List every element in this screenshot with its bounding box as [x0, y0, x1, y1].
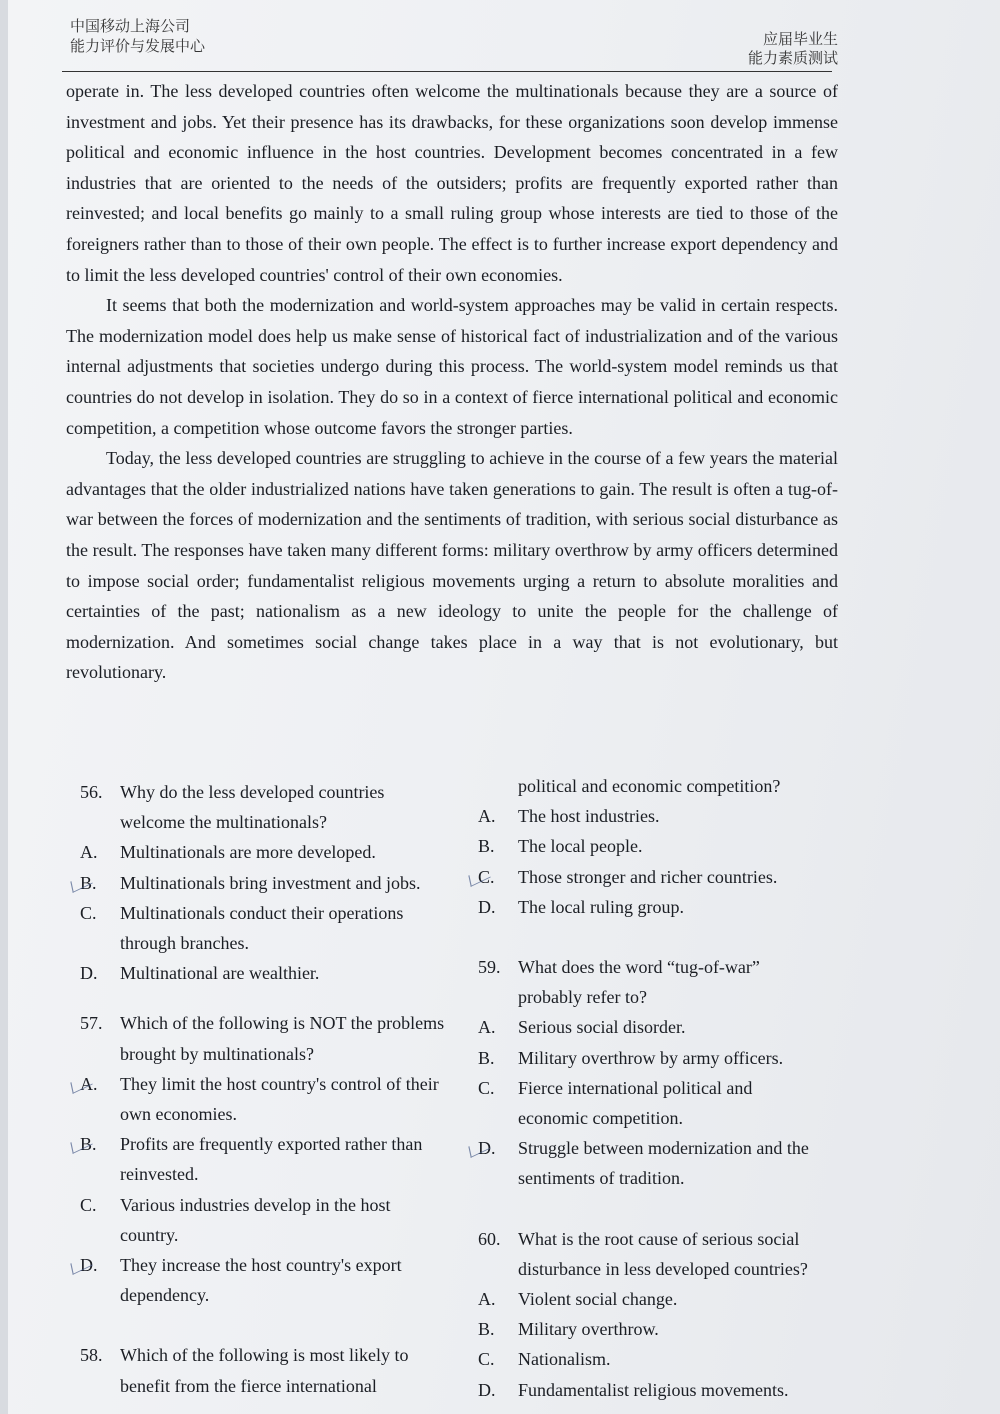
option-56-a[interactable]: [80, 837, 450, 867]
passage-paragraph-1: operate in. The less developed countries often welcome the multinationals because they are a source of investment and jobs. Yet their presence has its drawbacks, for these organizations soon develop immense political and economic influence in the host countries. Development becomes concentrated in a few industries that are oriented to the needs of the outsiders; profits are frequently exported rather than reinvested; and local benefits go mainly to a small ruling group whose interests are tied to those of the foreigners rather than to those of their own people. The effect is to further increase export dependency and to limit the less developed countries' control of their own economies.: [66, 81, 838, 285]
option-text: Fierce international political and economic competition.: [518, 1077, 753, 1129]
header-org-line1: 中国移动上海公司: [70, 17, 191, 35]
option-letter: D.: [80, 1255, 98, 1276]
option-57-b[interactable]: [80, 1129, 450, 1189]
reading-passage: [66, 76, 838, 688]
option-letter: C.: [478, 866, 495, 887]
question-number: 57.: [80, 1013, 103, 1034]
option-57-d[interactable]: [80, 1250, 450, 1310]
question-text: Why do the less developed countries welcome the multinationals?: [120, 782, 385, 833]
option-text: Struggle between modernization and the sentiments of tradition.: [518, 1138, 809, 1189]
header-rule: [62, 71, 832, 72]
option-58-c[interactable]: [478, 862, 818, 892]
option-letter: D.: [478, 1138, 496, 1159]
option-59-b[interactable]: [478, 1043, 818, 1073]
option-60-b[interactable]: [478, 1314, 818, 1344]
option-60-a[interactable]: [478, 1284, 818, 1314]
option-letter: D.: [80, 963, 98, 984]
header-organization: [70, 16, 205, 56]
option-text: Serious social disorder.: [518, 1017, 686, 1038]
header-test-title: [748, 30, 838, 68]
question-text-part-1: Which of the following is most likely to benefit from the fierce international: [120, 1345, 409, 1396]
option-letter: D.: [478, 896, 496, 917]
option-letter: A.: [80, 1073, 98, 1094]
header-test-line1: 应届毕业生: [762, 30, 838, 48]
header-org-line2: 能力评价与发展中心: [70, 37, 206, 55]
questions-left-column: [80, 777, 450, 1401]
question-59: [478, 952, 818, 1012]
option-text: Violent social change.: [518, 1289, 678, 1310]
option-58-a[interactable]: [478, 801, 818, 831]
option-text: Multinational are wealthier.: [120, 963, 320, 984]
option-60-d[interactable]: [478, 1375, 818, 1405]
question-57: [80, 1008, 450, 1068]
option-text: Military overthrow by army officers.: [518, 1047, 784, 1068]
question-60: [478, 1224, 818, 1284]
option-text: Multinationals bring investment and jobs.: [120, 872, 421, 893]
option-56-d[interactable]: [80, 958, 450, 988]
option-57-c[interactable]: [80, 1190, 450, 1250]
question-number: 59.: [478, 957, 501, 978]
option-letter: B.: [478, 836, 495, 857]
option-text: Various industries develop in the host country.: [120, 1194, 391, 1245]
option-text: The local people.: [518, 836, 643, 857]
option-letter: B.: [80, 872, 97, 893]
question-number: 58.: [80, 1345, 103, 1366]
question-text: What is the root cause of serious social disturbance in less developed countries?: [518, 1228, 808, 1279]
option-text: Fundamentalist religious movements.: [518, 1379, 789, 1400]
question-text: What does the word “tug-of-war” probably refer to?: [518, 957, 760, 1008]
question-58: [80, 1340, 450, 1400]
questions-right-column: [478, 771, 818, 1405]
option-letter: C.: [80, 902, 97, 923]
option-text: Those stronger and richer countries.: [518, 866, 778, 887]
page-edge-shadow: [0, 0, 8, 1414]
option-letter: A.: [478, 806, 496, 827]
option-60-c[interactable]: [478, 1344, 818, 1374]
question-56: [80, 777, 450, 837]
question-number: 60.: [478, 1228, 501, 1249]
option-59-d[interactable]: [478, 1133, 818, 1193]
option-57-a[interactable]: [80, 1069, 450, 1129]
question-text: Which of the following is NOT the problems brought by multinationals?: [120, 1013, 445, 1064]
question-58-continued: [478, 771, 818, 801]
option-letter: C.: [80, 1194, 97, 1215]
option-text: The local ruling group.: [518, 896, 684, 917]
option-58-b[interactable]: [478, 831, 818, 861]
passage-paragraph-2: It seems that both the modernization and world-system approaches may be valid in certain respects. The modernization model does help us make sense of historical fact of industrialization and of the various internal adjustments that societies undergo during this process. The world-system model reminds us that countries do not develop in isolation. They do so in a context of fierce international political and economic competition, a competition whose outcome favors the stronger parties.: [66, 295, 838, 438]
option-text: Multinationals are more developed.: [120, 842, 376, 863]
option-text: Multinationals conduct their operations through branches.: [120, 902, 404, 954]
option-letter: C.: [478, 1349, 495, 1370]
option-letter: A.: [80, 842, 98, 863]
option-letter: B.: [478, 1319, 495, 1340]
option-text: Nationalism.: [518, 1349, 611, 1370]
option-text: They increase the host country's export dependency.: [120, 1255, 402, 1306]
option-59-c[interactable]: [478, 1073, 818, 1133]
option-letter: B.: [80, 1134, 97, 1155]
question-number: 56.: [80, 782, 103, 802]
page-header: [70, 16, 838, 74]
option-text: Military overthrow.: [518, 1319, 659, 1340]
passage-paragraph-3: Today, the less developed countries are struggling to achieve in the course of a few years the material advantages that the older industrialized nations have taken generations to gain. The result is often a tug-of-war between the forces of modernization and the sentiments of tradition, with serious social disturbance as the result. The responses have taken many different forms: military overthrow by army officers determined to impose social order; fundamentalist religious movements urging a return to absolute moralities and certainties of the past; nationalism as a new ideology to unite the people for the challenge of modernization. And sometimes social change takes place in a way that is not evolutionary, but revolutionary.: [66, 448, 838, 683]
option-text: Profits are frequently exported rather than reinvested.: [120, 1134, 423, 1185]
option-letter: A.: [478, 1289, 496, 1310]
option-letter: D.: [478, 1379, 496, 1400]
header-test-line2: 能力素质测试: [747, 49, 838, 67]
option-letter: A.: [478, 1017, 496, 1038]
option-letter: C.: [478, 1077, 495, 1098]
option-58-d[interactable]: [478, 892, 818, 922]
option-letter: B.: [478, 1047, 495, 1068]
question-text-part-2: political and economic competition?: [518, 776, 781, 796]
option-59-a[interactable]: [478, 1012, 818, 1042]
option-text: The host industries.: [518, 806, 660, 827]
option-text: They limit the host country's control of their own economies.: [120, 1073, 439, 1125]
option-56-b[interactable]: [80, 868, 450, 898]
option-56-c[interactable]: [80, 898, 450, 958]
